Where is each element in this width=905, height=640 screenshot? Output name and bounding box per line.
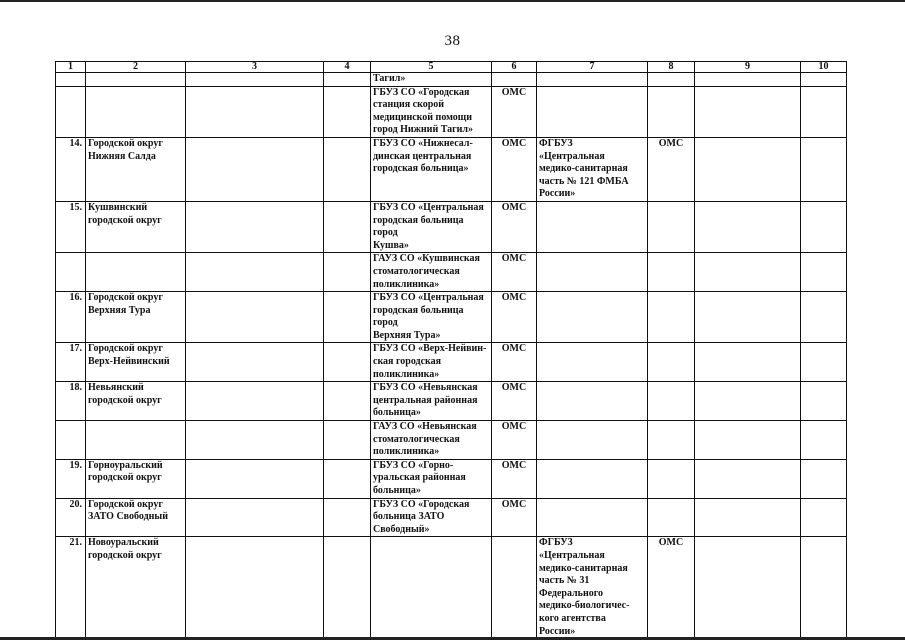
federal-organization-name xyxy=(537,343,648,382)
column-3-cell xyxy=(186,292,324,343)
column-10-cell xyxy=(801,537,847,639)
column-10-cell xyxy=(801,73,847,87)
column-3-cell xyxy=(186,537,324,639)
table-row xyxy=(56,537,847,639)
row-number xyxy=(56,73,86,87)
column-3-cell xyxy=(186,343,324,382)
federal-funding-source xyxy=(648,73,695,87)
federal-funding-source xyxy=(648,382,695,421)
table-row xyxy=(56,86,847,137)
row-number: 18. xyxy=(56,382,86,421)
federal-organization-name xyxy=(537,459,648,498)
funding-source: ОМС xyxy=(492,253,537,292)
row-number: 21. xyxy=(56,537,86,639)
column-4-cell xyxy=(324,498,371,537)
organization-name: ГАУЗ СО «Кушвинская стоматологическая поликлиника» xyxy=(371,253,492,292)
header-cell: 2 xyxy=(86,62,186,73)
funding-source: ОМС xyxy=(492,292,537,343)
column-9-cell xyxy=(695,201,801,252)
header-cell: 7 xyxy=(537,62,648,73)
row-number: 17. xyxy=(56,343,86,382)
column-4-cell xyxy=(324,201,371,252)
funding-source xyxy=(492,73,537,87)
column-9-cell xyxy=(695,73,801,87)
column-4-cell xyxy=(324,382,371,421)
column-9-cell xyxy=(695,459,801,498)
header-row xyxy=(56,62,847,73)
table-row xyxy=(56,253,847,292)
territory-name xyxy=(86,421,186,460)
column-3-cell xyxy=(186,137,324,201)
table-row xyxy=(56,382,847,421)
federal-organization-name: ФГБУЗ «Центральная медико-санитарная часть № 121 ФМБА России» xyxy=(537,137,648,201)
table-body xyxy=(56,73,847,639)
column-10-cell xyxy=(801,421,847,460)
funding-source: ОМС xyxy=(492,137,537,201)
row-number: 14. xyxy=(56,137,86,201)
column-9-cell xyxy=(695,86,801,137)
column-10-cell xyxy=(801,459,847,498)
column-10-cell xyxy=(801,86,847,137)
column-3-cell xyxy=(186,73,324,87)
organization-name: ГБУЗ СО «Горно- уральская районная больница» xyxy=(371,459,492,498)
territory-name: Городской округ Нижняя Салда xyxy=(86,137,186,201)
column-3-cell xyxy=(186,201,324,252)
federal-funding-source xyxy=(648,421,695,460)
column-3-cell xyxy=(186,86,324,137)
column-3-cell xyxy=(186,253,324,292)
table-row xyxy=(56,459,847,498)
column-9-cell xyxy=(695,292,801,343)
organization-name: ГБУЗ СО «Городская больница ЗАТО Свободный» xyxy=(371,498,492,537)
column-10-cell xyxy=(801,498,847,537)
federal-organization-name: ФГБУЗ «Центральная медико-санитарная часть № 31 Федерального медико-биологичес- кого агентства России» xyxy=(537,537,648,639)
header-cell: 5 xyxy=(371,62,492,73)
federal-funding-source xyxy=(648,292,695,343)
column-4-cell xyxy=(324,73,371,87)
row-number: 20. xyxy=(56,498,86,537)
federal-funding-source xyxy=(648,459,695,498)
territory-name xyxy=(86,253,186,292)
territory-name xyxy=(86,86,186,137)
funding-source: ОМС xyxy=(492,498,537,537)
column-4-cell xyxy=(324,537,371,639)
federal-organization-name xyxy=(537,382,648,421)
federal-organization-name xyxy=(537,498,648,537)
column-4-cell xyxy=(324,343,371,382)
federal-funding-source xyxy=(648,343,695,382)
organization-name xyxy=(371,537,492,639)
header-cell: 3 xyxy=(186,62,324,73)
column-4-cell xyxy=(324,459,371,498)
territory-name: Городской округ Верх-Нейвинский xyxy=(86,343,186,382)
federal-organization-name xyxy=(537,73,648,87)
column-10-cell xyxy=(801,382,847,421)
federal-organization-name xyxy=(537,86,648,137)
federal-funding-source xyxy=(648,201,695,252)
territory-name: Горноуральский городской округ xyxy=(86,459,186,498)
organization-name: ГБУЗ СО «Верх-Нейвин- ская городская поликлиника» xyxy=(371,343,492,382)
header-cell: 10 xyxy=(801,62,847,73)
scan-border-top xyxy=(0,0,905,2)
table-row xyxy=(56,498,847,537)
federal-organization-name xyxy=(537,253,648,292)
header-cell: 9 xyxy=(695,62,801,73)
federal-organization-name xyxy=(537,292,648,343)
territory-name: Кушвинский городской округ xyxy=(86,201,186,252)
organization-name: Тагил» xyxy=(371,73,492,87)
column-4-cell xyxy=(324,137,371,201)
column-9-cell xyxy=(695,382,801,421)
column-10-cell xyxy=(801,137,847,201)
territory-name: Городской округ Верхняя Тура xyxy=(86,292,186,343)
column-4-cell xyxy=(324,292,371,343)
funding-source: ОМС xyxy=(492,459,537,498)
column-10-cell xyxy=(801,201,847,252)
column-9-cell xyxy=(695,253,801,292)
column-3-cell xyxy=(186,459,324,498)
territory-name: Невьянский городской округ xyxy=(86,382,186,421)
federal-funding-source xyxy=(648,253,695,292)
column-10-cell xyxy=(801,343,847,382)
funding-source: ОМС xyxy=(492,86,537,137)
column-9-cell xyxy=(695,343,801,382)
funding-source xyxy=(492,537,537,639)
organization-name: ГБУЗ СО «Нижнесал- динская центральная городская больница» xyxy=(371,137,492,201)
column-10-cell xyxy=(801,292,847,343)
column-9-cell xyxy=(695,137,801,201)
federal-funding-source xyxy=(648,86,695,137)
federal-funding-source: ОМС xyxy=(648,137,695,201)
federal-organization-name xyxy=(537,421,648,460)
header-cell: 8 xyxy=(648,62,695,73)
territory-name: Городской округ ЗАТО Свободный xyxy=(86,498,186,537)
organization-name: ГБУЗ СО «Центральная городская больница город Верхняя Тура» xyxy=(371,292,492,343)
column-4-cell xyxy=(324,86,371,137)
column-9-cell xyxy=(695,537,801,639)
organization-name: ГБУЗ СО «Невьянская центральная районная больница» xyxy=(371,382,492,421)
federal-funding-source xyxy=(648,498,695,537)
column-3-cell xyxy=(186,498,324,537)
column-3-cell xyxy=(186,382,324,421)
column-9-cell xyxy=(695,498,801,537)
funding-source: ОМС xyxy=(492,382,537,421)
row-number xyxy=(56,421,86,460)
table-row xyxy=(56,421,847,460)
organization-name: ГБУЗ СО «Центральная городская больница город Кушва» xyxy=(371,201,492,252)
funding-source: ОМС xyxy=(492,201,537,252)
column-10-cell xyxy=(801,253,847,292)
medical-organizations-table xyxy=(55,61,847,639)
column-4-cell xyxy=(324,421,371,460)
column-4-cell xyxy=(324,253,371,292)
organization-name: ГАУЗ СО «Невьянская стоматологическая поликлиника» xyxy=(371,421,492,460)
table-row xyxy=(56,343,847,382)
funding-source: ОМС xyxy=(492,421,537,460)
column-9-cell xyxy=(695,421,801,460)
column-3-cell xyxy=(186,421,324,460)
funding-source: ОМС xyxy=(492,343,537,382)
organization-name: ГБУЗ СО «Городская станция скорой медицинской помощи город Нижний Тагил» xyxy=(371,86,492,137)
row-number: 16. xyxy=(56,292,86,343)
page-number: 38 xyxy=(444,33,461,49)
row-number xyxy=(56,253,86,292)
territory-name: Новоуральский городской округ xyxy=(86,537,186,639)
header-cell: 4 xyxy=(324,62,371,73)
table-row xyxy=(56,73,847,87)
federal-funding-source: ОМС xyxy=(648,537,695,639)
row-number xyxy=(56,86,86,137)
table-row xyxy=(56,201,847,252)
table-row xyxy=(56,292,847,343)
federal-organization-name xyxy=(537,201,648,252)
header-cell: 1 xyxy=(56,62,86,73)
table-row xyxy=(56,137,847,201)
header-cell: 6 xyxy=(492,62,537,73)
row-number: 15. xyxy=(56,201,86,252)
territory-name xyxy=(86,73,186,87)
row-number: 19. xyxy=(56,459,86,498)
